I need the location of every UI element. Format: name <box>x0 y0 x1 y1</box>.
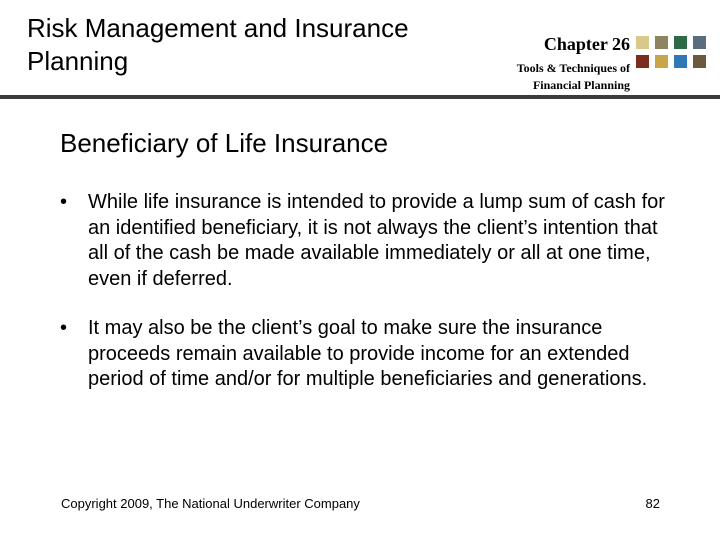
decorative-squares <box>636 36 712 72</box>
bullet-text: It may also be the client’s goal to make sure the insurance proceeds remain available to provide income for an extended period of time and/or for multiple beneficiaries and generations. <box>88 317 648 390</box>
bullet-item <box>60 316 680 393</box>
page-number: 82 <box>645 496 660 511</box>
decor-square <box>674 55 687 68</box>
decor-square <box>655 36 668 49</box>
header-divider <box>0 95 720 99</box>
decor-square <box>693 55 706 68</box>
bullet-list <box>60 190 680 417</box>
chapter-subtitle: Tools & Techniques of Financial Planning <box>516 61 630 92</box>
decor-square <box>636 36 649 49</box>
chapter-title: Chapter 26 <box>543 34 630 54</box>
bullet-item <box>60 190 680 292</box>
decor-square <box>674 36 687 49</box>
footer-copyright: Copyright 2009, The National Underwriter Company <box>61 496 360 511</box>
decor-square <box>693 36 706 49</box>
bullet-text: While life insurance is intended to provide a lump sum of cash for an identified beneficiary, it is not always the client’s intention that all of the cash be made available immediately or all at one time, even if deferred. <box>88 191 665 290</box>
decor-square <box>655 55 668 68</box>
course-title: Risk Management and Insurance Planning <box>27 13 409 76</box>
bullet-marker: • <box>60 317 68 339</box>
bullet-marker: • <box>60 191 68 213</box>
slide-title: Beneficiary of Life Insurance <box>60 128 389 158</box>
slide-header <box>0 0 720 95</box>
decor-square <box>636 55 649 68</box>
